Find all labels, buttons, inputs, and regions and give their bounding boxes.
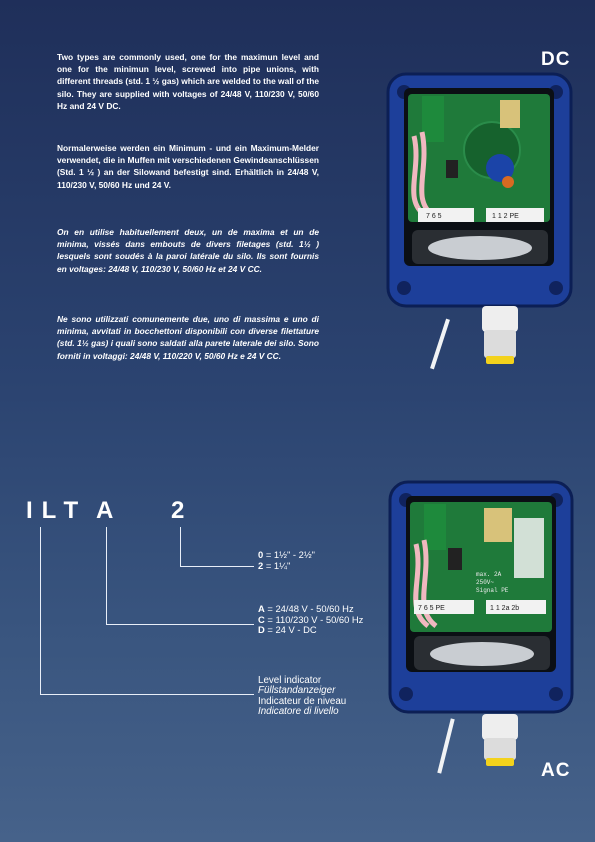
level-indicator-it: Indicatore di livello: [258, 706, 339, 718]
connector-2-vertical: [180, 527, 181, 567]
connector-a-horizontal: [106, 624, 254, 625]
ac-spec-volt: 250V~: [476, 579, 495, 586]
thread-option-0: 0 = 1½" - 2½": [258, 549, 315, 560]
level-indicator-labels: [258, 676, 346, 718]
ac-terminal-left-label: 7 6 5 PE: [418, 605, 445, 612]
connector-2-horizontal: [180, 566, 254, 567]
paragraph-italian: Ne sono utilizzati comunemente due, uno di massima e uno di minima, avvitati in bocchettoni disponibili con diverse filettature (std. 1½ gas) i quali sono saldati alla parete laterale dei silo. Sono forniti in voltaggi: 24/48 V, 110/220 V, 50/60 Hz e 24 V CC.: [57, 314, 319, 361]
code-a: A: [96, 497, 123, 524]
paragraph-english: Two types are commonly used, one for the maximun level and one for the minimun level, screwed into pipe unions, with different threads (std. 1 ½ gas) which are welded to the wall of the silo. They are supplied with voltages of 24/48 V, 110/230 V, 50/60 Hz and 24 V DC.: [57, 52, 319, 111]
connector-ilt-horizontal: [40, 694, 254, 695]
ac-device-image: [384, 478, 580, 778]
code-2: 2: [171, 497, 194, 524]
voltage-options: [258, 604, 363, 636]
voltage-option-a: A = 24/48 V - 50/60 Hz: [258, 603, 354, 614]
connector-ilt-vertical: [40, 527, 41, 695]
voltage-option-d: D = 24 V - DC: [258, 624, 317, 635]
paragraph-german: Normalerweise werden ein Minimum - und ein Maximum-Melder verwendet, die in Muffen mit verschiedenen Gewindeanschlüssen (Std. 1 ½ ) an der Silowand befestigt sind. Erhältlich in 24/48 V, 110/230 V, 50/60 Hz und 24 V.: [57, 143, 319, 190]
level-indicator-de: Füllstandanzeiger: [258, 685, 336, 697]
dc-device-image: [382, 70, 578, 375]
ac-terminal-right-label: 1 1 2a 2b: [490, 605, 520, 612]
connector-a-vertical: [106, 527, 107, 625]
badge-dc: DC: [541, 49, 571, 70]
level-indicator-en: Level indicator: [258, 675, 322, 686]
ac-spec-max: max. 2A: [476, 571, 502, 578]
voltage-option-c: C = 110/230 V - 50/60 Hz: [258, 613, 364, 625]
paragraph-french: On en utilise habituellement deux, un de maxima et un de minima, vissés dans embouts de divers filetages (std. 1½ ) lesquels sont soudés à la paroi latérale du silo. Ils sont fournis en voltages: 24/48 V, 110/230 V, 50/60 Hz et 24 V CC.: [57, 227, 319, 274]
dc-terminal-right-label: 1 1 2 PE: [492, 213, 519, 220]
code-ilt: ILT: [26, 497, 88, 524]
thread-options: [258, 550, 315, 571]
badge-ac: AC: [541, 760, 571, 781]
ac-spec-signal: Signal PE: [476, 587, 509, 594]
thread-option-2: 2 = 1¼": [258, 559, 291, 571]
level-indicator-fr: Indicateur de niveau: [258, 695, 347, 707]
dc-terminal-left-label: 7 6 5: [426, 213, 442, 220]
